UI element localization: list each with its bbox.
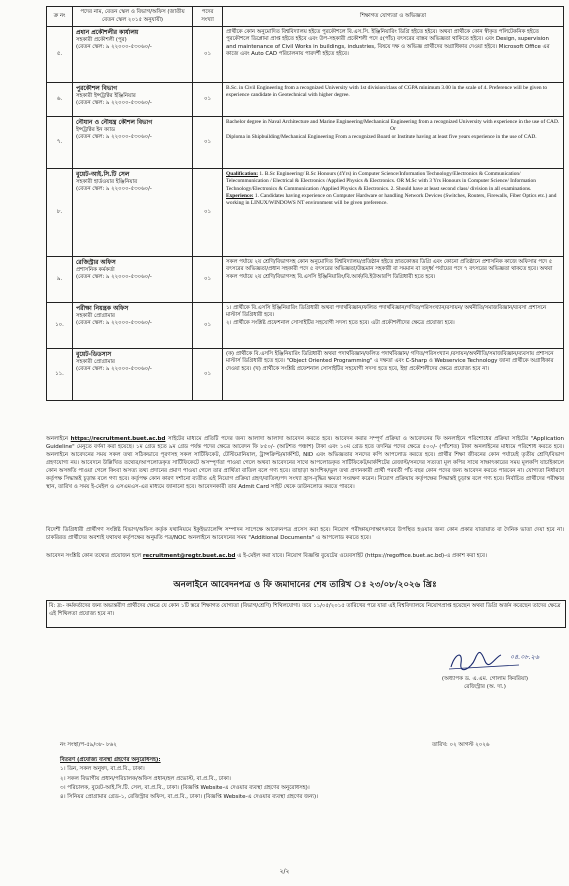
- contact-paragraph: আবেদন সংশ্লিষ্ট কোন তথ্যের প্রয়োজন হলে recruitment@regtr.buet.ac.bd এ ই-মেইল করা যাবে। নিয়োগ বিজ্ঞপ্তি বুয়েটের ওয়েবসাইট (https://regoffice.buet.ac.bd)-এ প্রকাশ করা হবে।: [46, 553, 487, 559]
- qualification-or: Or: [390, 126, 396, 133]
- issue-date: তারিখ: ০২ আগস্ট ২০২৬: [432, 742, 490, 748]
- reference-number: নং সংস্থা/প-৫৯/৩৮- ৮৬২: [60, 742, 117, 748]
- post-count: ০১: [193, 83, 223, 117]
- table-header-row: [47, 7, 564, 27]
- post-count: ০১: [193, 303, 223, 349]
- post-count: ০১: [193, 117, 223, 169]
- page-number: ২/২: [279, 868, 290, 875]
- pay-scale: (বেতন স্কেল: ৯ ২২০০০-৫৩০৬০/-: [76, 320, 152, 327]
- instructions-body: সাইটের মাধ্যমে প্রতিটি পদের জন্য আলাদা আলাদা আবেদন করতে হবে। আবেদন করার সম্পূর্ণ প্রক্রিয়া ও আবেদনের ফি অনলাইনে পরিশোধের প্রক্রিয়া সাইটের "Application Guideline" মেনুতে বর্ণনা করা হয়েছে। ১ম গ্রেড হতে ৯ম গ্রেড পর্যন্ত পদের ক্ষেত্রে আবেদন ফি ৮৫০/- (আটশত পঞ্চাশ) টাকা এবং ১০ম গ্রেড হতে তদনিম্ন পদের ক্ষেত্রে ৫০০/- (পাঁচশত) টাকা অনলাইনের মাধ্যমে পরিশোধ করতে হবে। অনলাইনে আবেদনের সময় সকল তথ্য সঠিকভাবে পূরণসহ সকল সার্টিফিকেট, টেস্টিমোনিয়াল, ট্রান্সক্রিপ্ট/মার্কশিট, NID এবং অভিজ্ঞতার সনদের কপি আপলোড করতে হবে। প্রার্থীর শিক্ষা জীবনের কোন পর্যায়েই তৃতীয় শ্রেণি/বিভাগ গ্রহণযোগ্য নয়। আবেদনে উল্লিখিত তথ্যের/আপলোডকৃত সার্টিফিকেটে অসম্পূর্ণতা পাওয়া গেলে অথবা আবেদনের সাথে আপলোডকৃত সার্টিফিকেট/মার্কশিটের রেজাল্ট/সনদের সত্যতা মূল কপির সাথে সাক্ষাৎকারের সময় মূলকপি যাচাইকালে কোন অসঙ্গতি পাওয়া গেলে কিংবা অসত্য তথ্য প্রদানের প্রমাণ পাওয়া গেলে তার প্রার্থিতা বাতিল বলে গণ্য হবে। তাছাড়া আংশিক/ভুল তথ্য প্রদানকারী প্রার্থী পরবর্তী পাঁচ বছর কোন পদের জন্য আবেদন করতে পারবেন না। যোগ্যতা নির্ধারণে কর্তৃপক্ষ সিদ্ধান্তই চূড়ান্ত বলে গণ্য হবে। কর্তৃপক্ষ কোন কারণ দর্শানো ব্যতীত এই নিয়োগ প্রক্রিয়া গ্রহণ/বাতিল/পদ সংখ্যা হ্রাস-বৃদ্ধির ক্ষমতা সংরক্ষণ করেন। নিয়োগ প্রক্রিয়ায় কর্তৃপক্ষের সিদ্ধান্তই চূড়ান্ত বলে গণ্য হবে। নির্বাচিত প্রার্থীদের পরীক্ষার স্থান, তারিখ ও সময় ই-মেইল ও এসএমএস-এর মাধ্যমে জানানো হবে। আবেদনকারী তার Admit Card সাইট থেকে ডাউনলোড করতে পারবে।: [46, 436, 565, 490]
- table-row: [47, 117, 564, 169]
- header-count: পদের সংখ্যা: [193, 7, 223, 27]
- recruitment-site-link[interactable]: https://recruitment.buet.ac.bd: [70, 436, 166, 442]
- qualification-text: সকল পর্যায়ে ২য় শ্রেণি/বিভাগসহ কোন অনুমোদিত বিশ্ববিদ্যালয়/প্রতিষ্ঠান হইতে স্নাতকোত্তর ডিগ্রি এবং কোনো প্রতিষ্ঠানে প্রশাসনিক কাজে অফিসার পদে ৫ বৎসরের অভিজ্ঞতা/প্রধান সহকারী পদে ৫ বৎসরের অভিজ্ঞতা/উচ্চমান সহকারী বা সমমান বা তদূর্ধ্ব পর্যায়ের পদে ৭ বৎসরের অভিজ্ঞতা থাকতে হবে। অথবা সকল পর্যায়ে ২য় শ্রেণি/বিভাগসহ বি.এসসি ইঞ্জিনিয়ারিং/বি.আর্ক/বি.ইউআরপি ডিগ্রিধারী হতে হবে।: [223, 257, 564, 303]
- list-item: ৪। সিনিয়র প্রোগ্রামার গ্রেড-১, রেজিস্ট্রার অফিস, বা.প্র.বি., ঢাকা। (বিজ্ঞপ্তি Website-এ দেওয়ার ব্যবস্থা গ্রহণের জন্য)।: [60, 794, 319, 801]
- regoffice-site-link[interactable]: (https://regoffice.buet.ac.bd): [364, 553, 445, 559]
- office-name: পরীক্ষা নিয়ন্ত্রক অফিস: [76, 305, 129, 312]
- qualification-text-alt: ২। প্রার্থীকে সংশ্লিষ্ট প্রফেশনাল সোসাইটির সহযোগী সদস্য হতে হবে। এটা প্রকৌশলীদের ক্ষেত্রে প্রযোজ্য হবে।: [226, 319, 455, 326]
- row-serial: ৭.: [47, 117, 73, 169]
- post-name: সহকারী ইন্সট্রাক্টর ইঞ্জিনিয়ার: [76, 93, 136, 100]
- list-item: ২। সকল বিভাগীয় প্রধান/পরিচালক/অফিস প্রধান/হল প্রভোস্ট, বা.প্র.বি., ঢাকা।: [60, 775, 231, 782]
- qualification-text-alt: Diploma in Shipbuilding/Mechanical Engineering From a recognized Board or Institute having at least five years experience in the use of CAD.: [226, 133, 537, 140]
- email-link[interactable]: recruitment@regtr.buet.ac.bd: [142, 553, 236, 559]
- table-row: [47, 257, 564, 303]
- table-row: [47, 169, 564, 257]
- pay-scale: (বেতন স্কেল: ৯ ২২০০০-৫৩০৬০/-: [76, 134, 152, 141]
- row-serial: ১১.: [47, 349, 73, 401]
- table-row: [47, 27, 564, 83]
- qualification-text: ১। প্রার্থীকে বি.এসসি ইঞ্জিনিয়ারিং ডিগ্রিধারী অথবা পদার্থবিজ্ঞান/ফলিত পদার্থবিজ্ঞান/গণিত/পরিসংখ্যান/রসায়ন/ অর্থনীতি/সমাজবিজ্ঞান/ব্যবসা প্রশাসনে মাস্টার্স ডিগ্রিধারী হবে।: [226, 305, 547, 319]
- office-name: বুয়েট-ডিডসাস: [76, 351, 112, 358]
- distribution-title: বিতরণ (প্রযোজ্য ব্যবস্থা গ্রহণের অনুরোধসহ):: [60, 757, 161, 763]
- post-name: সহকারী প্রকৌশলী (পুর): [76, 37, 127, 44]
- pay-scale: (বেতন স্কেল: ৯ ২২০০০-৫৩০৬০/-: [76, 274, 152, 281]
- row-serial: ৯.: [47, 257, 73, 303]
- row-serial: ৬.: [47, 83, 73, 117]
- distribution-list: [60, 756, 318, 803]
- header-serial: ক্র নং: [47, 7, 73, 27]
- note-box: বি: দ্র:- কর্মকর্তাদের জন্য অভ্যন্তরীণ প্রার্থীদের ক্ষেত্রে যে কোন ১টি স্তরে শিক্ষাগত যোগ্যতা (বিভাগ/শ্রেণি) শিথিলযোগ্য। তবে ১১/০৫/২০১৫ তারিখের পরে যারা এই বিশ্ববিদ্যালয়ে নিয়োগপ্রাপ্ত হয়েছেন অথবা ডিগ্রি অর্জন করেছেন তাদের ক্ষেত্রে এই শিথিলতা প্রযোজ্য হবে না।: [46, 600, 566, 628]
- post-name: ইন্সট্রাক্টর ইন ক্যাড: [76, 127, 115, 134]
- pay-scale: (বেতন স্কেল: ৯ ২২০০০-৫৩০৬০/-: [76, 366, 152, 373]
- signature-block: [420, 645, 550, 692]
- list-item: ১। ডিন, সকল অনুষদ, বা.প্র.বি., ঢাকা।: [60, 766, 145, 773]
- qualification-text: প্রার্থীকে কোন অনুমোদিত বিশ্ববিদ্যালয় হইতে পুরকৌশলে বি.এস.সি. ইঞ্জিনিয়ারিং ডিগ্রি হইতে হইবে। অথবা প্রার্থীকে কোন স্বীকৃত পলিটেকনিক হইতে পুরকৌশলে ডিপ্লোমা প্রাপ্ত হইতে হইবে এবং উপ-সহকারী প্রকৌশলী পদে ৫(পাঁচ) বৎসরের বাস্তব অভিজ্ঞতা থাকিতে হইবে। এবং Design, supervision and maintenance of Civil Works in buildings, industries, বিষয়ে দক্ষ ও অভিজ্ঞ প্রার্থীদের অগ্রাধিকার দেওয়া হইবে। Microsoft Office এর কাজে এবং Auto CAD পরিচালনায় পারদর্শী হইতে হইবে।: [223, 27, 564, 83]
- header-post: পদের নাম, বেতন স্কেল ও বিভাগ/অফিস (জাতীয় বেতন স্কেল ২০১৫ অনুযায়ী): [73, 7, 193, 27]
- signatory-title: রেজিস্ট্রার (অ. দা.): [464, 684, 506, 691]
- positions-table: [46, 6, 564, 401]
- post-count: ০১: [193, 27, 223, 83]
- pay-scale: (বেতন স্কেল: ৯ ২২০০০-৫৩০৬০/-: [76, 186, 152, 193]
- experience-label: Experience:: [226, 192, 254, 199]
- qualification-label: Qualification:: [226, 171, 259, 177]
- qualification-text: B.Sc. in Civil Engineering from a recognized University with 1st division/class of CGPA minimum 3.00 in the scale of 4. Preference will be given to experience candidate in Geotechnical with higher degree.: [223, 83, 564, 117]
- row-serial: ১০.: [47, 303, 73, 349]
- experience-text: 1. Candidates having experience on Computer Hardware or handling Network Devices (Switches, Routers, Firewalls, Fiber Optics etc.) and working in LINUX/WINDOWS NT environment will be given preference.: [226, 192, 557, 207]
- pay-scale: (বেতন স্কেল: ৯ ২২০০০-৫৩০৬০/-: [76, 100, 152, 107]
- row-serial: ৮.: [47, 169, 73, 257]
- post-count: ০১: [193, 257, 223, 303]
- qualification-text: Bachelor degree in Naval Architecture and Marine Engineering/Mechanical Engineering from a recognized University with experience in the use of CAD.: [226, 119, 560, 125]
- post-name: সহকারী হার্ডওয়ার ইঞ্জিনিয়ার: [76, 179, 138, 186]
- table-row: [47, 83, 564, 117]
- signatory-name: (অধ্যাপক ড. এ.এম. গোলাম কিবরিয়া): [441, 676, 529, 682]
- office-name: প্রধান প্রকৌশলীর কার্যালয়: [76, 29, 139, 36]
- table-row: [47, 303, 564, 349]
- application-instructions: অনলাইনে https://recruitment.buet.ac.bd সাইটের মাধ্যমে প্রতিটি পদের জন্য আলাদা আলাদা আবেদন করতে হবে। আবেদন করার সম্পূর্ণ প্রক্রিয়া ও আবেদনের ফি অনলাইনে পরিশোধের প্রক্রিয়া সাইটের "Application Guideline" মেনুতে বর্ণনা করা হয়েছে। ১ম গ্রেড হতে ৯ম গ্রেড পর্যন্ত পদের ক্ষেত্রে আবেদন ফি ৮৫০/- (আটশত পঞ্চাশ) টাকা এবং ১০ম গ্রেড হতে তদনিম্ন পদের ক্ষেত্রে ৫০০/- (পাঁচশত) টাকা অনলাইনের মাধ্যমে পরিশোধ করতে হবে। অনলাইনে আবেদনের সময় সকল তথ্য সঠিকভাবে পূরণসহ সকল সার্টিফিকেট, টেস্টিমোনিয়াল, ট্রান্সক্রিপ্ট/মার্কশিট, NID এবং অভিজ্ঞতার সনদের কপি আপলোড করতে হবে। প্রার্থীর শিক্ষা জীবনের কোন পর্যায়েই তৃতীয় শ্রেণি/বিভাগ গ্রহণযোগ্য নয়। আবেদনে উল্লিখিত তথ্যের/আপলোডকৃত সার্টিফিকেটে অসম্পূর্ণতা পাওয়া গেলে অথবা আবেদনের সাথে আপলোডকৃত সার্টিফিকেট/মার্কশিটের রেজাল্ট/সনদের সত্যতা মূল কপির সাথে সাক্ষাৎকারের সময় মূলকপি যাচাইকালে কোন অসঙ্গতি পাওয়া গেলে কিংবা অসত্য তথ্য প্রদানের প্রমাণ পাওয়া গেলে তার প্রার্থিতা বাতিল বলে গণ্য হবে। তাছাড়া আংশিক/ভুল তথ্য প্রদানকারী প্রার্থী পরবর্তী পাঁচ বছর কোন পদের জন্য আবেদন করতে পারবেন না। যোগ্যতা নির্ধারণে কর্তৃপক্ষ সিদ্ধান্তই চূড়ান্ত বলে গণ্য হবে। কর্তৃপক্ষ কোন কারণ দর্শানো ব্যতীত এই নিয়োগ প্রক্রিয়া গ্রহণ/বাতিল/পদ সংখ্যা হ্রাস-বৃদ্ধির ক্ষমতা সংরক্ষণ করেন। নিয়োগ প্রক্রিয়ায় কর্তৃপক্ষের সিদ্ধান্তই চূড়ান্ত বলে গণ্য হবে। নির্বাচিত প্রার্থীদের পরীক্ষার স্থান, তারিখ ও সময় ই-মেইল ও এসএমএস-এর মাধ্যমে জানানো হবে। আবেদনকারী তার Admit Card সাইট থেকে ডাউনলোড করতে পারবে।: [46, 436, 565, 490]
- post-name: সহকারী প্রোগ্রামার: [76, 359, 115, 366]
- office-name: রেজিস্ট্রার অফিস: [76, 259, 116, 266]
- pay-scale: (বেতন স্কেল: ৯ ২২০০০-৫৩০৬০/-: [76, 44, 152, 51]
- post-name: প্রশাসনিক কর্মকর্তা: [76, 267, 115, 274]
- post-count: ০১: [193, 349, 223, 401]
- office-name: পুরকৌশল বিভাগ: [76, 85, 118, 92]
- signature-date: ০৪.০৮.২৬: [510, 653, 539, 661]
- qualification-text: (ক) প্রার্থীকে বি.এসসি ইঞ্জিনিয়ারিং ডিগ্রিধারী অথবা পদার্থবিজ্ঞান/ফলিত পদার্থবিজ্ঞান/ গণিত/পরিসংখ্যান /রসায়ন/অর্থনীতি/সমাজবিজ্ঞান/ব্যবসায় প্রশাসনে মাস্টার্স ডিগ্রিধারী হতে হবে। "Object Oriented Programming" এ দক্ষতা এবং C-Sharp ও Webservice Technology জানা প্রার্থীকে অগ্রাধিকার দেওয়া হবে। (খ) প্রার্থীকে সংশ্লিষ্ট প্রফেশনাল সোসাইটির সহযোগী সদস্য হতে হবে, ইহা প্রকৌশলীদের ক্ষেত্রে প্রযোজ্য হবে না।: [223, 349, 564, 401]
- table-row: [47, 349, 564, 401]
- list-item: ৩। পরিচালক, বুয়েট-আই.সি.টি. সেল, বা.প্র.বি., ঢাকা। (বিজ্ঞপ্তি Website-এ দেওয়ার ব্যবস্থা গ্রহণের অনুরোধসহ)।: [60, 785, 310, 792]
- deadline-heading: অনলাইনে আবেদনপত্র ও ফি জমাদানের শেষ তারিখ ঃ ২৩/০৮/২০২৬ খ্রিঃ: [173, 580, 437, 590]
- post-name: সহকারী প্রোগ্রামার: [76, 313, 115, 320]
- row-serial: ৫.: [47, 27, 73, 83]
- qualification-text: 1. B.Sc Engineering/ B.Sc Honours (4Yrs) in Computer Science/Information Technology/Electronics & Communication/ Telecommunication / Electrical & Electronics /Applied Physics & Electronics. OR M.Sc with 3 Yrs Honours in Computer Science/ Information Technology/Electronics & Communication /Applied Physics & Electronics. 2. Should have at least second class/ division in all examinations.: [226, 171, 536, 192]
- foreign-degree-paragraph: বিদেশী ডিগ্রিধারী প্রার্থীগণ সংশ্লিষ্ট বিভাগ/অফিস কর্তৃক যথানিয়মে ইকুইভ্যালেন্সি সম্পাদন সাপেক্ষে আবেদনপত্র প্রসেস করা হবে। নিয়োগ পরীক্ষায়/সাক্ষাৎকারে উপস্থিত হওয়ার জন্য কোন প্রকার যাতায়াত বা দৈনিক ভাতা দেয়া হবে না। চাকরিরত প্রার্থীদের অবশ্যই যথাযথ কর্তৃপক্ষের অনুমতি পত্র/NOC অনলাইনে আবেদনের সময় "Additional Documents" এ আপলোড করতে হবে।: [46, 527, 564, 541]
- office-name: বুয়েট-আই.সি.টি সেল: [76, 171, 130, 178]
- header-qualification: শিক্ষাগত যোগ্যতা ও অভিজ্ঞতা: [223, 7, 564, 27]
- post-count: ০১: [193, 169, 223, 257]
- office-name: নৌযান ও নৌযন্ত্র কৌশল বিভাগ: [76, 119, 153, 126]
